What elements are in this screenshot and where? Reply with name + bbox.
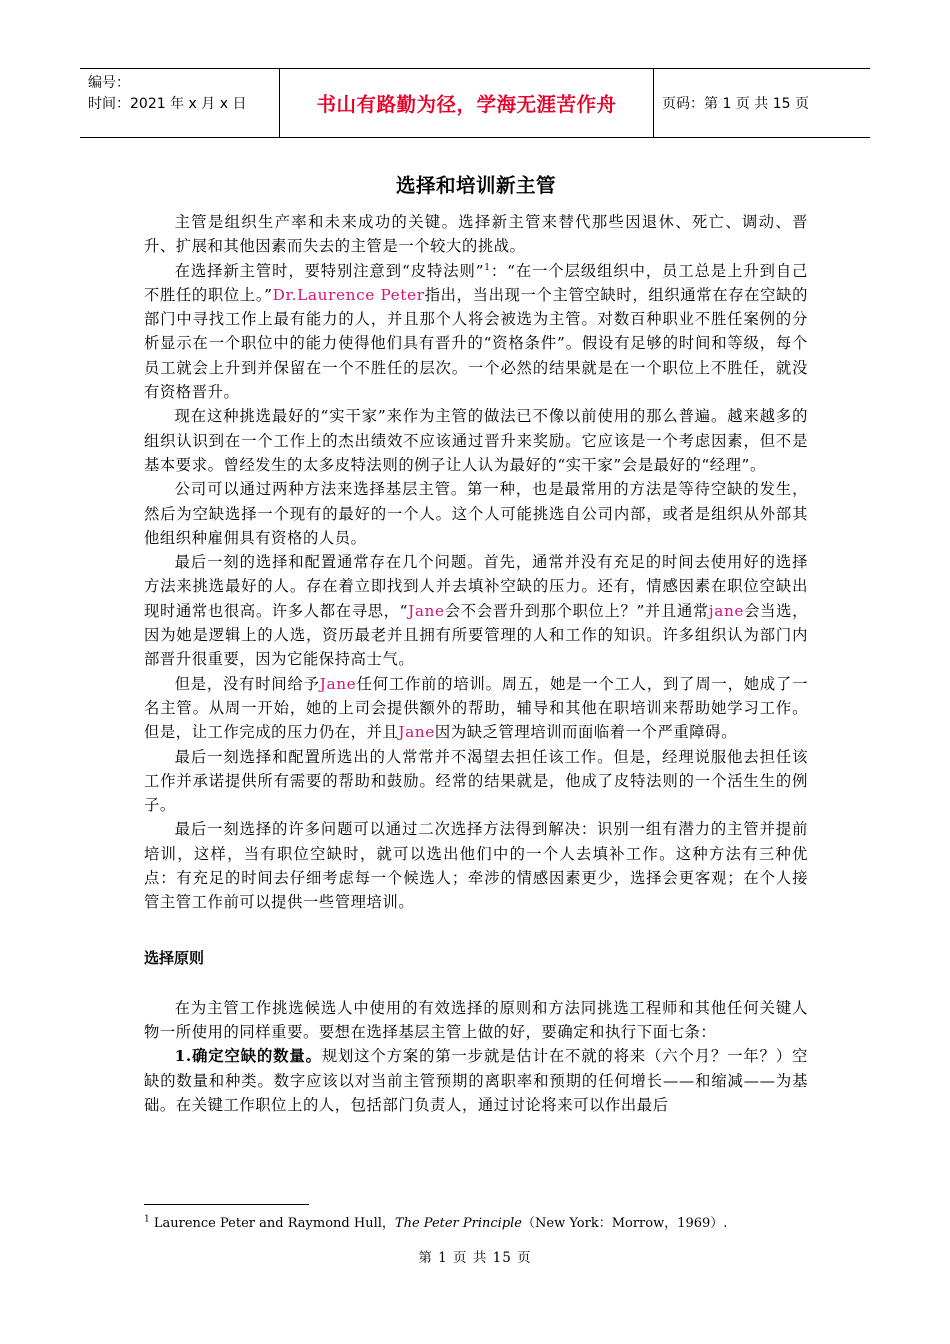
p5-text-b: 会不会晋升到那个职位上？”并且通常 — [444, 601, 709, 620]
footnote — [144, 1212, 844, 1231]
p2-text-c: 指出，当出现一个主管空缺时，组织通常在存在空缺的部门中寻找工作上最有能力的人，并且那个人将会被选为主管。对数百种职业不胜任案例的分析显示在一个职位中的能力使得他们具有晋升的“资格条件”。假设有足够的时间和等级，每个员工就会上升到并保留在一个不胜任的层次。一个必然的结果就是在一个职位上不胜任，就没有资格晋升。 — [144, 285, 809, 402]
p10-text: 规划这个方案的第一步就是估计在不就的将来（六个月？一年？）空缺的数量和种类。数字应该以对当前主管预期的离职率和预期的任何增长——和缩减——为基础。在关键工作职位上的人，包括部门负责人，通过讨论将来可以作出最后 — [144, 1047, 808, 1114]
p5-name-jane-1: Jane — [408, 601, 445, 620]
paragraph-3: 现在这种挑选最好的“实干家”来作为主管的做法已不像以前使用的那么普遍。越来越多的组织认识到在一个工作上的杰出绩效不应该通过晋升来奖励。它应该是一个考虑因素，但不是基本要求。曾经发生的太多皮特法则的例子让人认为最好的“实干家”会是最好的“经理”。 — [144, 407, 808, 474]
document-body — [144, 170, 808, 1117]
p10-lead: 1.确定空缺的数量。 — [174, 1047, 322, 1066]
footnote-publication: （New York：Morrow，1969）. — [522, 1216, 728, 1231]
p5-text-a: 最后一刻的选择和配置通常存在几个问题。首先，通常并没有充足的时间去使用好的选择方法来挑选最好的人。存在着立即找到人并去填补空缺的压力。还有，情感因素在职位空缺出现时通常也很高。许多人都在寻思，“ — [144, 553, 808, 620]
document-number-label: 编号： — [88, 75, 130, 91]
p5-name-jane-2: jane — [708, 601, 745, 620]
document-title: 选择和培训新主管 — [395, 174, 556, 197]
p6-name-jane-1: Jane — [319, 674, 357, 693]
footnote-divider — [144, 1204, 309, 1205]
header-page-cell — [654, 69, 870, 137]
header-meta — [80, 69, 280, 137]
document-date-label: 时间：2021 年 x 月 x 日 — [88, 96, 247, 112]
p5-text-c: 会当选，因为她是逻辑上的人选，资历最老并且拥有所要管理的人和工作的知识。许多组织认为部门内部晋升很重要，因为它能保持高士气。 — [144, 601, 808, 669]
p6-text-a: 但是，没有时间给予 — [174, 674, 320, 693]
page-number: 第 1 页 共 15 页 — [418, 1250, 532, 1266]
paragraph-10 — [144, 1044, 808, 1117]
p6-name-jane-2: Jane — [398, 723, 435, 742]
paragraph-8: 最后一刻选择的许多问题可以通过二次选择方法得到解决：识别一组有潜力的主管并提前培训，这样，当有职位空缺时，就可以选出他们中的一个人去填补工作。这种方法有三种优点：有充足的时间去仔细考虑每一个候选人；牵涉的情感因素更少，选择会更客观；在个人接管主管工作前可以提供一些管理培训。 — [144, 820, 808, 912]
header-motto: 书山有路勤为径，学海无涯苦作舟 — [316, 93, 617, 116]
paragraph-5 — [144, 550, 808, 671]
paragraph-4: 公司可以通过两种方法来选择基层主管。第一种，也是最常用的方法是等待空缺的发生，然后为空缺选择一个现有的最好的一个人。这个人可能挑选自公司内部，或者是组织从外部其他组织种雇佣具有资格的人员。 — [144, 480, 808, 547]
paragraph-9: 在为主管工作挑选候选人中使用的有效选择的原则和方法同挑选工程师和其他任何关键人物一所使用的同样重要。要想在选择基层主管上做的好，要确定和执行下面七条： — [144, 998, 808, 1041]
p6-text-c: 因为缺乏管理培训而面临着一个严重障碍。 — [434, 723, 737, 742]
p2-person-name: Dr.Laurence Peter — [272, 285, 425, 304]
header-page-label: 页码：第 1 页 共 15 页 — [662, 96, 809, 112]
paragraph-2 — [144, 259, 808, 405]
footnote-authors: Laurence Peter and Raymond Hull， — [149, 1216, 395, 1231]
footnote-reference[interactable]: 1 — [484, 262, 491, 273]
section-heading: 选择原则 — [144, 948, 205, 967]
p2-text-a: 在选择新主管时，要特别注意到“皮特法则” — [174, 261, 485, 280]
footnote-book-title: The Peter Principle — [394, 1216, 522, 1231]
header-motto-cell — [280, 69, 654, 137]
p2-text-b: ：“在一个层级组织中，员工总是上升到自己不胜任的职位上。” — [144, 261, 808, 304]
paragraph-6 — [144, 672, 808, 745]
paragraph-7: 最后一刻选择和配置所选出的人常常并不渴望去担任该工作。但是，经理说服他去担任该工作并承诺提供所有需要的帮助和鼓励。经常的结果就是，他成了皮特法则的一个活生生的例子。 — [144, 747, 808, 815]
footnote-mark: 1 — [144, 1214, 150, 1225]
p6-text-b: 任何工作前的培训。周五，她是一个工人，到了周一，她成了一名主管。从周一开始，她的上司会提供额外的帮助，辅导和其他在职培训来帮助她学习工作。但是，让工作完成的压力仍在，并且 — [144, 674, 808, 742]
page-header — [80, 68, 870, 138]
paragraph-1: 主管是组织生产率和未来成功的关键。选择新主管来替代那些因退休、死亡、调动、晋升、扩展和其他因素而失去的主管是一个较大的挑战。 — [144, 213, 808, 256]
